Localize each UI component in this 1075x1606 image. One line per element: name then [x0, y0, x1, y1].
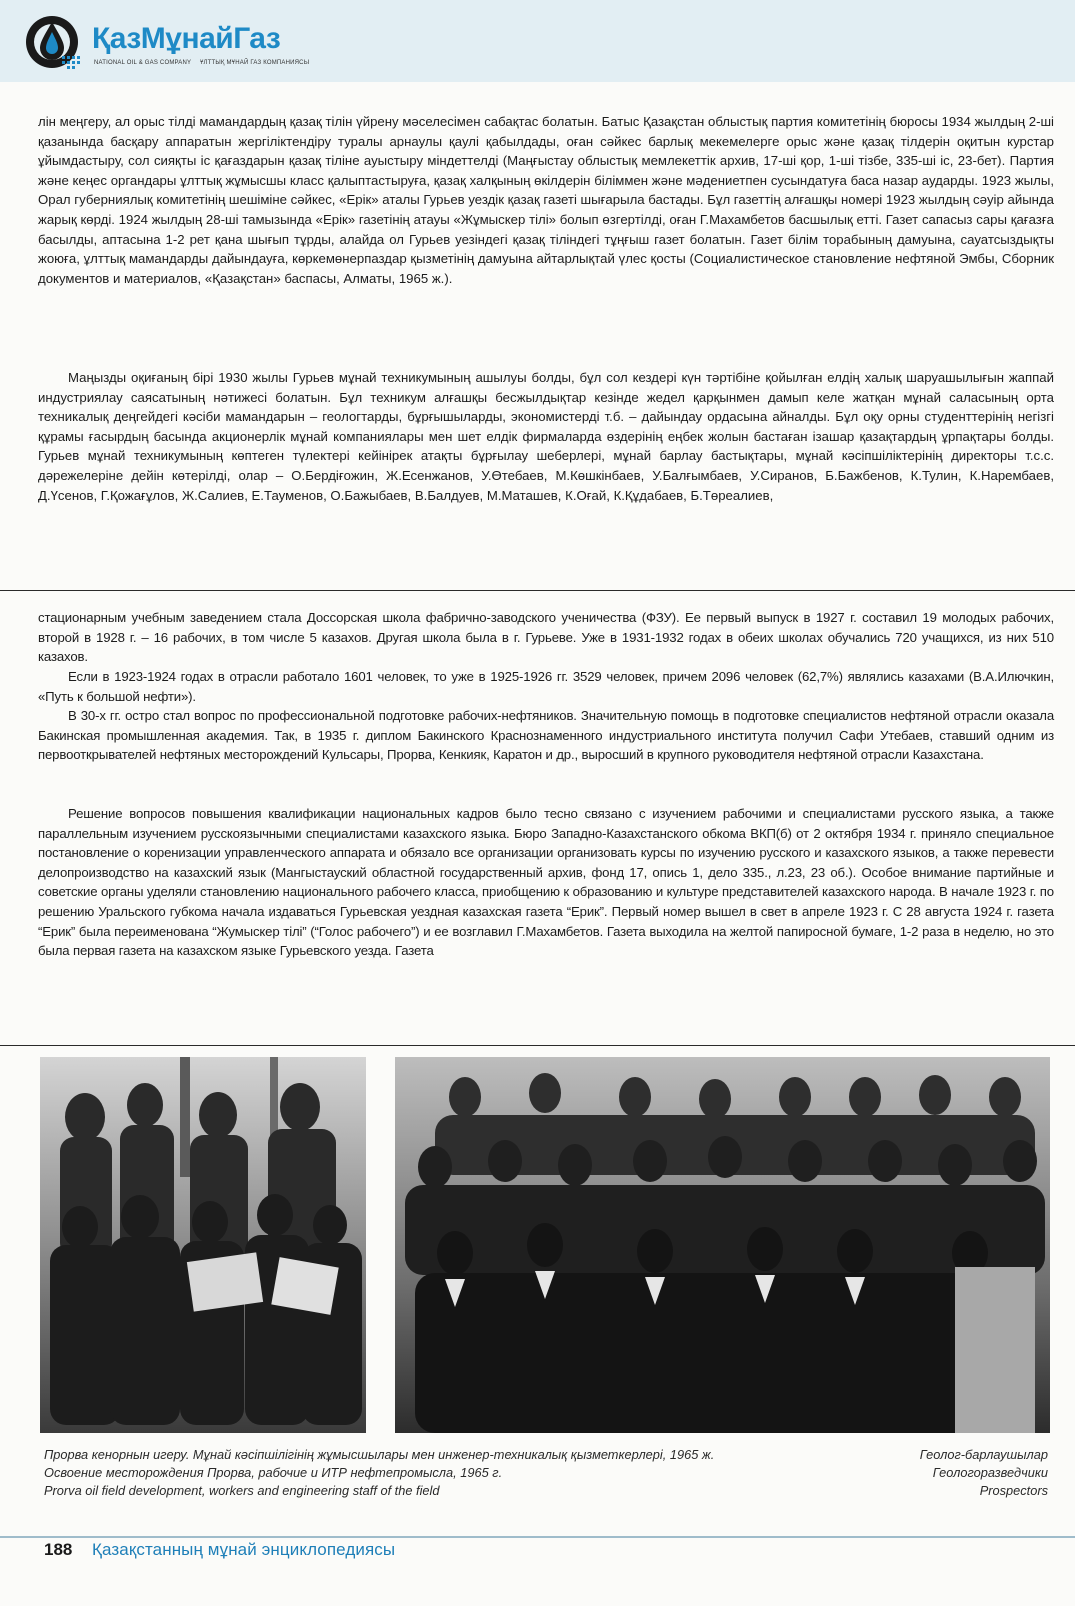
russian-paragraph-3: В 30-х гг. остро стал вопрос по профессиональной подготовке рабочих-нефтяников. Значительную помощь в подготовке специалистов нефтяной отрасли оказала Бакинская промышленная академия. Так, в 1935 г. диплом Бакинского Краснознаменного индустриального института получил Сафи Утебаев, ставший одним из первооткрывателей нефтяных месторождений Кульсары, Прорва, Кенкияк, Каратон и др., выросший в крупного руководителя нефтяной отрасли Казахстана. [38, 708, 1054, 763]
kazakh-paragraph-2: Маңызды оқиғаның бірі 1930 жылы Гурьев мұнай техникумының ашылуы болды, бұл сол кездері күн тәртібіне қойылған елдің халық шаруашылығын жаппай индустриялау саясатының нәтижесі болатын. Бұл техникум алғашқы бесжылдықтар кезінде жедел қарқынмен дамып келе жатқан мұнай саласының орта техникалық деңгейдегі кәсіби мамандарын – геологтарды, бұрғышыларды, экономистерді т.б. – дайындау ордасына айналды. Бұл оқу орны студенттерінің негізгі құрамы ғасырдың басында акционерлік мұнай компаниялары мен шет елдік фирмаларда өздерінің еңбек жолын бастаған ізашар қазақтардың ұрпақтары болды. Гурьев мұнай техникумының көптеген түлектері кейінірек атақты бұрғылау шеберлері, мұнай барлау бастықтары, мұнай кәсіпшіліктерінің директоры т.с.с. дәрежелеріне дейін көтерілді, олар – О.Бердіғожин, Ж.Есенжанов, У.Өтебаев, М.Көшкінбаев, У.Балғымбаев, У.Сиранов, Б.Бажбенов, К.Тулин, К.Нарембаев, Д.Үсенов, Г.Қожағұлов, Ж.Салиев, Е.Тауменов, О.Бажыбаев, В.Балдуев, М.Маташев, К.Оғай, К.Құдабаев, Б.Төреалиев, [38, 370, 1054, 503]
kazakh-paragraph-1: лін меңгеру, ал орыс тілді мамандардың қазақ тілін үйрену мәселесімен сабақтас болатын. Батыс Қазақстан облыстық партия комитетінің бюросы 1934 жылдың 2-ші қазанында басқару аппаратын жергіліктендіру туралы арнаулы қаулі қабылдады, оған сәйкес барлық мекемелерге орыс және қазақ тілдерін оқитын курстар ұйымдастыру, сол сияқты іс қағаздарын қазақ тіліне ауыстыру міндеттелді (Маңғыстау облыстық мемлекеттік архив, 17-ші қор, 1-ші тізбе, 335-ші іс, 23-бет). Партия және кеңес органдары ұлттық жұмысшы класс қалыптастыруға, қазақ халқының өкілдерін біліммен және мәдениетпен сусындатуға баса назар аударды. 1923 жылы, Орал губерниялық комитетінің шешіміне сәйкес, «Ерік» аталы Гурьев уездік қазақ газеті шығарыла бастады. Бұл газеттің алғашқы номері 1923 жылдың сәуір айында жарық көрді. 1924 жылдың 28-ші тамызында «Ерік» газетінің атауы «Жұмыскер тілі» болып өзгертілді, оған Г.Махамбетов басшылық етті. Газет сапасыз сары қағазға басылды, аптасына 1-2 рет қана шығып тұрды, алайда ол Гурьев уезіндегі қазақ тіліндегі тұңғыш газет болатын. Газет білім торабының дамуына, сауатсыздықты жоюға, ұлттық мамандарды дайындауға, көркемөнерпаздар қызметінің дамуына айтарлықтай үлес қосты (Социалистическое становление нефтяной Эмбы, Сборник документов и материалов, «Қазақстан» баспасы, Алматы, 1965 ж.). [38, 114, 1054, 286]
company-logo [22, 8, 352, 76]
brand-name: ҚазМұнайГаз [92, 22, 281, 55]
photo-prorva-workers [40, 1057, 366, 1433]
page-number: 188 [44, 1540, 73, 1559]
caption-right-ru: Геологоразведчики [932, 1465, 1048, 1480]
caption-right-en: Prospectors [979, 1483, 1048, 1498]
caption-left-en: Prorva oil field development, workers and engineering staff of the field [44, 1483, 440, 1498]
caption-right-kz: Геолог-барлаушылар [919, 1447, 1048, 1462]
brand-subtitle-kz: ҰЛТТЫҚ МҰНАЙ ГАЗ КОМПАНИЯСЫ [200, 60, 310, 66]
russian-paragraph-2: Если в 1923-1924 годах в отрасли работало 1601 человек, то уже в 1925-1926 гг. 3529 человек, причем 2096 человек (62,7%) являлись казахами (В.А.Илючкин, «Путь к большой нефти»). [38, 669, 1054, 704]
russian-paragraph-4: Решение вопросов повышения квалификации национальных кадров было тесно связано с изучением рабочими и специалистами русского языка, а также параллельным изучением русскоязычными специалистами казахского языка. Бюро Западно-Казахстанского обкома ВКП(б) от 2 октября 1934 г. приняло специальное постановление о коренизации управленческого аппарата и обязало все организации организовать курсы по изучению русского и казахского языков, а также перевести делопроизводство на казахский язык (Мангыстауский областной государственный архив, фонд 17, опись 1, дело 335., л.23, 23 об.). Особое внимание партийные и советские органы уделяли становлению национального рабочего класса, приобщению к образованию и культуре представителей казахского народа. В начале 1923 г. по решению Уральского губкома начала издаваться Гурьевская уездная казахская газета “Ерик”. Первый номер вышел в свет в апреле 1923 г. С 28 августа 1924 г. газета “Ерик” была переименована “Жумыскер тілі” (“Голос рабочего”) и ее возглавил Г.Махамбетов. Газета выходила на желтой папиросной бумаге, 1-2 раза в неделю, но это была первая газета на казахском языке Гурьевского уезда. Газета [38, 806, 1054, 959]
photo-divider [0, 1045, 1075, 1046]
photo-prospectors-group [395, 1057, 1050, 1433]
caption-left [44, 1446, 764, 1500]
footer-rule [0, 1536, 1075, 1538]
caption-right [840, 1446, 1048, 1500]
section-divider [0, 590, 1075, 591]
russian-paragraph-1: стационарным учебным заведением стала Доссорская школа фабрично-заводского ученичества (ФЗУ). Ее первый выпуск в 1927 г. составил 19 молодых рабочих, второй в 1928 г. – 16 рабочих, в том числе 5 казахов. Другая школа была в г. Гурьеве. Уже в 1931-1932 годах в обеих школах обучались 720 учащихся, из них 510 казахов. [38, 610, 1054, 665]
brand-subtitle-en: NATIONAL OIL & GAS COMPANY [94, 60, 192, 66]
caption-left-ru: Освоение месторождения Прорва, рабочие и ИТР нефтепромысла, 1965 г. [44, 1465, 503, 1480]
drop-globe-icon [22, 8, 90, 76]
running-title: Қазақстанның мұнай энциклопедиясы [92, 1540, 396, 1559]
caption-left-kz: Прорва кенорнын игеру. Мұнай кәсіпшілігінің жұмысшылары мен инженер-техникалық қызметкерлері, 1965 ж. [44, 1447, 715, 1462]
